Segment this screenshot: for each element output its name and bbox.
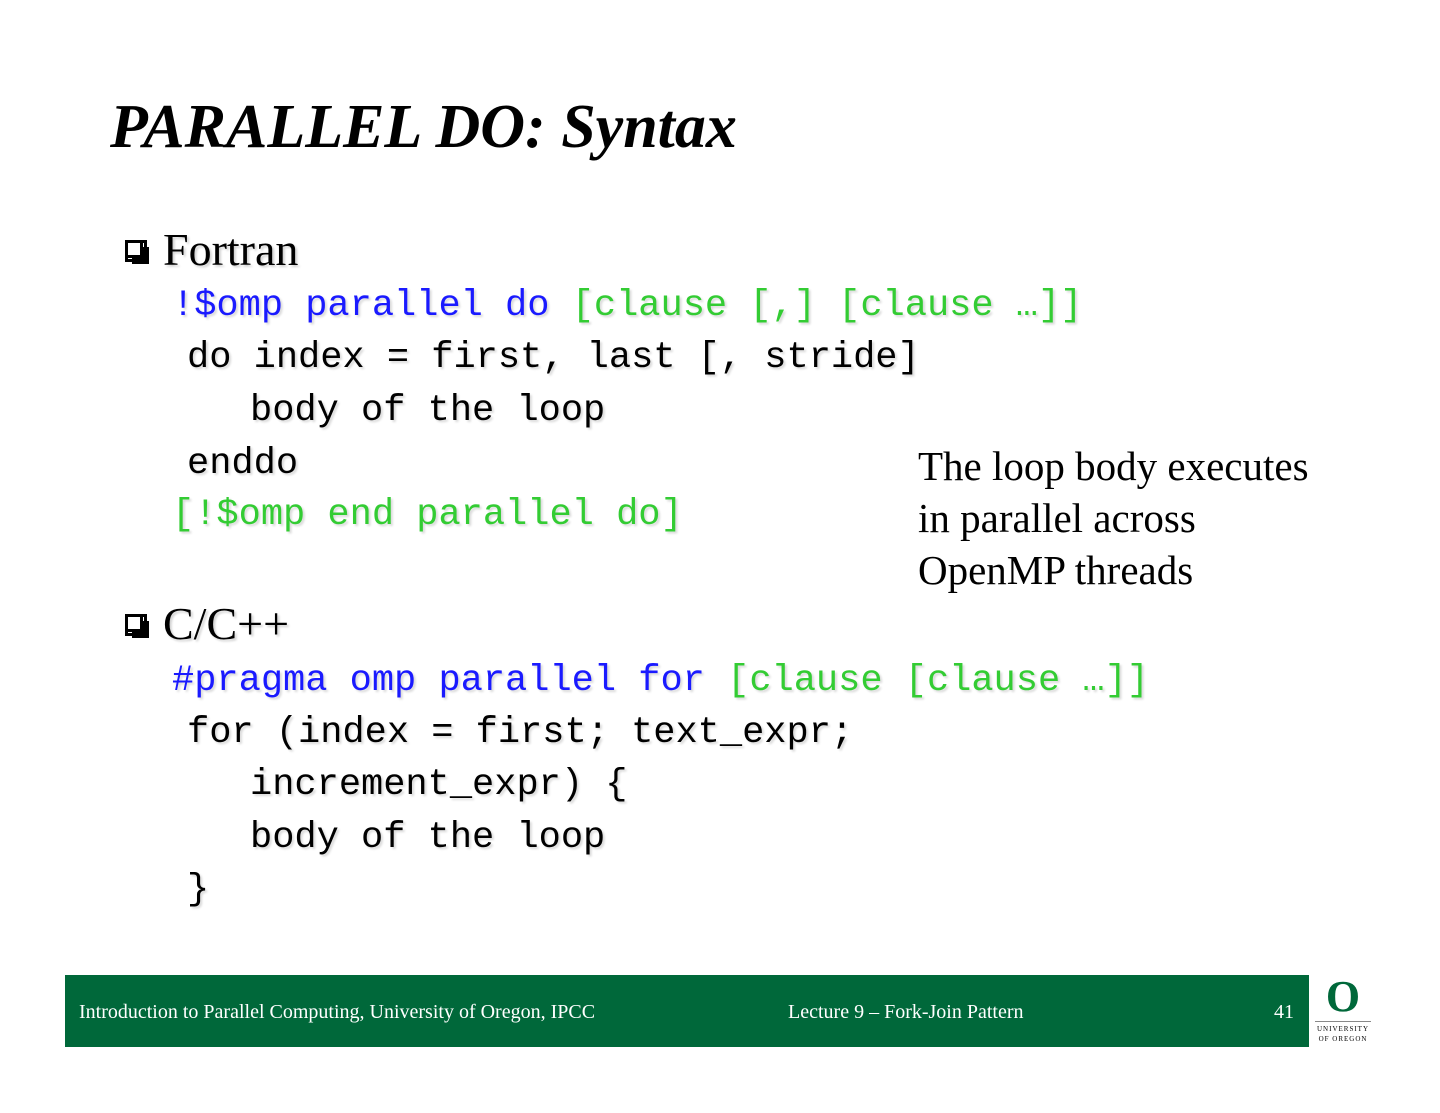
note-line-3: OpenMP threads (918, 547, 1194, 593)
university-logo (1312, 972, 1374, 1047)
logo-o-icon: O (1325, 972, 1361, 1021)
note-line-1: The loop body executes (918, 443, 1309, 489)
cpp-pragma-line (172, 660, 1149, 702)
logo-divider (1315, 1021, 1371, 1022)
footer-bar (65, 975, 1309, 1047)
fortran-enddo-line: enddo (187, 443, 299, 485)
fortran-body-line: body of the loop (250, 390, 606, 432)
page-number: 41 (1274, 1001, 1294, 1023)
fortran-directive: !$omp parallel do (172, 285, 550, 327)
cpp-close-brace-line: } (187, 869, 210, 911)
note-line-2: in parallel across (918, 495, 1196, 541)
footer-course: Introduction to Parallel Computing, University of Oregon, IPCC (79, 1001, 596, 1023)
checkbox-bullet-icon (125, 240, 147, 262)
fortran-end-directive-line: [!$omp end parallel do] (172, 494, 683, 536)
fortran-do-line: do index = first, last [, stride] (187, 337, 920, 379)
checkbox-bullet-icon (125, 614, 147, 636)
cpp-heading: C/C++ (163, 598, 290, 649)
bullet-fortran (125, 224, 299, 275)
footer-lecture: Lecture 9 – Fork-Join Pattern (788, 1001, 1024, 1023)
cpp-clause: [clause [clause …]] (727, 660, 1149, 702)
fortran-heading: Fortran (163, 224, 299, 275)
bullet-cpp (125, 598, 290, 649)
logo-text-line-2: OF OREGON (1318, 1035, 1368, 1043)
cpp-body-line: body of the loop (250, 817, 606, 859)
side-note (918, 440, 1378, 596)
cpp-for-line: for (index = first; text_expr; (187, 712, 854, 754)
cpp-directive: #pragma omp parallel for (172, 660, 705, 702)
fortran-clause: [clause [,] [clause …]] (571, 285, 1083, 327)
logo-text-line-1: UNIVERSITY (1317, 1025, 1369, 1033)
fortran-directive-line (172, 285, 1083, 327)
slide-title: PARALLEL DO: Syntax (110, 93, 737, 161)
cpp-increment-line: increment_expr) { (250, 764, 628, 806)
